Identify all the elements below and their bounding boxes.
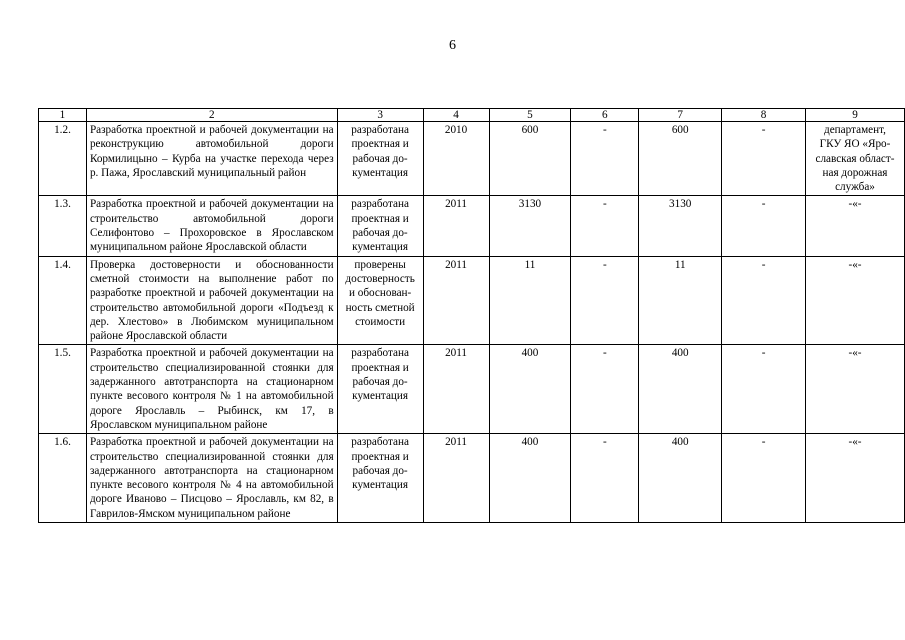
item-other: -: [722, 122, 806, 196]
item-federal: -: [571, 434, 639, 523]
header-cell: 5: [489, 109, 571, 122]
header-cell: 3: [337, 109, 423, 122]
table-row: [39, 434, 905, 523]
item-executor: -«-: [805, 256, 904, 345]
item-regional: 400: [639, 345, 722, 434]
item-federal: -: [571, 256, 639, 345]
item-regional: 3130: [639, 196, 722, 256]
item-total: 400: [489, 345, 571, 434]
item-regional: 11: [639, 256, 722, 345]
item-other: -: [722, 256, 806, 345]
header-cell: 1: [39, 109, 87, 122]
item-year: 2011: [423, 345, 489, 434]
item-executor: -«-: [805, 434, 904, 523]
item-other: -: [722, 196, 806, 256]
table-row: [39, 345, 905, 434]
header-cell: 9: [805, 109, 904, 122]
header-cell: 4: [423, 109, 489, 122]
item-name: Разработка проектной и рабочей документации на строительство специализированной стоянки для задержанного автотранспорта на стационарном пункте весового контроля № 4 на автомобильной дороге Иваново – Писцово – Ярославль, км 82, в Гаврилов-Ямском муниципальном районе: [86, 434, 337, 523]
table-row: [39, 122, 905, 196]
item-number: 1.3.: [39, 196, 87, 256]
item-name: Проверка достоверности и обоснованности сметной стоимости на выполнение работ по разработке проектной и рабочей документации на строительство автомобильной дороги «Подъезд к дер. Хлестово» в Любимском муниципальном районе Ярославской области: [86, 256, 337, 345]
item-federal: -: [571, 196, 639, 256]
item-year: 2010: [423, 122, 489, 196]
header-cell: 8: [722, 109, 806, 122]
item-regional: 400: [639, 434, 722, 523]
item-executor: департамент, ГКУ ЯО «Яро- славская област- ная дорожная служба»: [805, 122, 904, 196]
program-table: [38, 108, 905, 523]
table-row: [39, 256, 905, 345]
item-number: 1.4.: [39, 256, 87, 345]
item-total: 400: [489, 434, 571, 523]
item-other: -: [722, 345, 806, 434]
item-number: 1.5.: [39, 345, 87, 434]
page-number: 6: [449, 38, 456, 53]
item-number: 1.2.: [39, 122, 87, 196]
item-executor: -«-: [805, 345, 904, 434]
item-federal: -: [571, 122, 639, 196]
header-cell: 6: [571, 109, 639, 122]
item-result: проверены достоверность и обоснован- ность сметной стоимости: [337, 256, 423, 345]
item-federal: -: [571, 345, 639, 434]
item-executor: -«-: [805, 196, 904, 256]
item-result: разработана проектная и рабочая до- кументация: [337, 196, 423, 256]
item-result: разработана проектная и рабочая до- кументация: [337, 122, 423, 196]
header-cell: 2: [86, 109, 337, 122]
item-year: 2011: [423, 434, 489, 523]
header-cell: 7: [639, 109, 722, 122]
table-header-row: [39, 109, 905, 122]
item-number: 1.6.: [39, 434, 87, 523]
item-year: 2011: [423, 196, 489, 256]
item-name: Разработка проектной и рабочей документации на строительство специализированной стоянки для задержанного автотранспорта на стационарном пункте весового контроля № 1 на автомобильной дороге Ярославль – Рыбинск, км 17, в Ярославском муниципальном районе: [86, 345, 337, 434]
item-regional: 600: [639, 122, 722, 196]
item-total: 11: [489, 256, 571, 345]
item-result: разработана проектная и рабочая до- кументация: [337, 345, 423, 434]
item-other: -: [722, 434, 806, 523]
item-total: 600: [489, 122, 571, 196]
item-year: 2011: [423, 256, 489, 345]
item-total: 3130: [489, 196, 571, 256]
item-result: разработана проектная и рабочая до- кументация: [337, 434, 423, 523]
item-name: Разработка проектной и рабочей документации на реконструкцию автомобильной дороги Кормилицыно – Курба на участке перехода через р. Пажа, Ярославский муниципальный район: [86, 122, 337, 196]
table-row: [39, 196, 905, 256]
item-name: Разработка проектной и рабочей документации на строительство автомобильной дороги Селифонтово – Прохоровское в Ярославском муниципальном районе Ярославской области: [86, 196, 337, 256]
